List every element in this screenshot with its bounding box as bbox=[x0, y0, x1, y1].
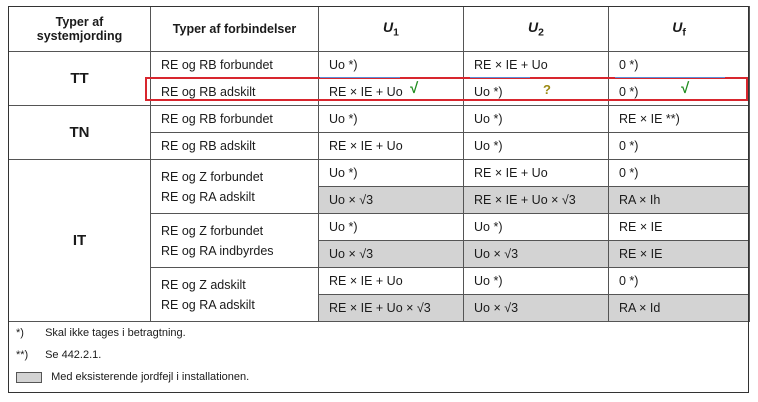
connection-line: RE og RA adskilt bbox=[161, 297, 255, 312]
connection-line: RE og Z adskilt bbox=[161, 277, 246, 292]
u1-cell: Uo × √3 bbox=[319, 241, 464, 268]
connection-line: RE og RA indbyrdes bbox=[161, 243, 274, 258]
header-u2-symbol: U bbox=[528, 19, 539, 36]
uf-cell: RE × IE **) bbox=[609, 106, 750, 133]
u1-cell: Uo × √3 bbox=[319, 187, 464, 214]
legend-key: **) bbox=[16, 349, 29, 361]
connection-cell: RE og RB adskilt bbox=[151, 133, 319, 160]
connection-line: RE og Z forbundet bbox=[161, 169, 264, 184]
uf-cell: 0 *) bbox=[609, 52, 750, 79]
connection-cell: RE og RB forbundet bbox=[151, 52, 319, 79]
group-it: IT bbox=[9, 160, 151, 322]
underline-stroke bbox=[615, 77, 725, 78]
connection-line: RE og RA adskilt bbox=[161, 189, 255, 204]
header-u1-symbol: U bbox=[383, 19, 394, 36]
u1-cell: Uo *) bbox=[319, 214, 464, 241]
header-u2-sub: 2 bbox=[538, 27, 544, 39]
u2-cell: Uo *) bbox=[464, 268, 609, 295]
connection-cell: RE og RB forbundet bbox=[151, 106, 319, 133]
header-u1-sub: 1 bbox=[393, 27, 399, 39]
question-mark-icon: ? bbox=[543, 82, 551, 97]
check-mark-icon: √ bbox=[410, 80, 419, 97]
uf-cell: 0 *) bbox=[609, 268, 750, 295]
u2-cell: Uo × √3 bbox=[464, 241, 609, 268]
grey-swatch-icon bbox=[16, 372, 42, 383]
u1-cell: RE × IE + Uo bbox=[319, 268, 464, 295]
connection-line: RE og Z forbundet bbox=[161, 223, 264, 238]
uf-cell: 0 *) bbox=[609, 133, 750, 160]
legend-double-star bbox=[16, 349, 101, 361]
uf-cell: RA × Id bbox=[609, 295, 750, 322]
u2-cell: RE × IE + Uo × √3 bbox=[464, 187, 609, 214]
underline-stroke bbox=[320, 77, 400, 78]
group-tt: TT bbox=[9, 52, 151, 106]
u2-cell: Uo *) bbox=[464, 133, 609, 160]
legend-text: Skal ikke tages i betragtning. bbox=[45, 327, 186, 339]
uf-cell: 0 *) bbox=[609, 79, 750, 106]
u2-cell: Uo *) bbox=[464, 214, 609, 241]
u1-cell: Uo *) bbox=[319, 52, 464, 79]
header-uf-sub: f bbox=[682, 27, 686, 39]
u2-cell: Uo *) bbox=[464, 106, 609, 133]
uf-cell: RE × IE bbox=[609, 241, 750, 268]
legend-star bbox=[16, 327, 186, 339]
header-system-type-line1: Typer af bbox=[55, 15, 104, 29]
legend-grey bbox=[16, 371, 249, 383]
u1-cell: RE × IE + Uo bbox=[319, 79, 464, 106]
u2-cell: Uo × √3 bbox=[464, 295, 609, 322]
uf-cell: 0 *) bbox=[609, 160, 750, 187]
legend-text: Se 442.2.1. bbox=[45, 349, 102, 361]
legend-text: Med eksisterende jordfejl i installationen. bbox=[51, 371, 250, 383]
uf-cell: RA × Ih bbox=[609, 187, 750, 214]
header-uf-symbol: U bbox=[672, 19, 683, 36]
underline-stroke bbox=[470, 77, 530, 78]
u1-cell: RE × IE + Uo bbox=[319, 133, 464, 160]
header-connection-type: Typer af forbindelser bbox=[151, 7, 319, 52]
u1-cell: Uo *) bbox=[319, 106, 464, 133]
legend-key: *) bbox=[16, 327, 24, 339]
header-system-type-line2: systemjording bbox=[36, 29, 123, 43]
uf-cell: RE × IE bbox=[609, 214, 750, 241]
u1-cell: RE × IE + Uo × √3 bbox=[319, 295, 464, 322]
u2-cell: Uo *) bbox=[464, 79, 609, 106]
connection-cell: RE og RB adskilt bbox=[151, 79, 319, 106]
group-tn: TN bbox=[9, 106, 151, 160]
u2-cell: RE × IE + Uo bbox=[464, 52, 609, 79]
u2-cell: RE × IE + Uo bbox=[464, 160, 609, 187]
check-mark-icon: √ bbox=[681, 80, 690, 97]
u1-cell: Uo *) bbox=[319, 160, 464, 187]
